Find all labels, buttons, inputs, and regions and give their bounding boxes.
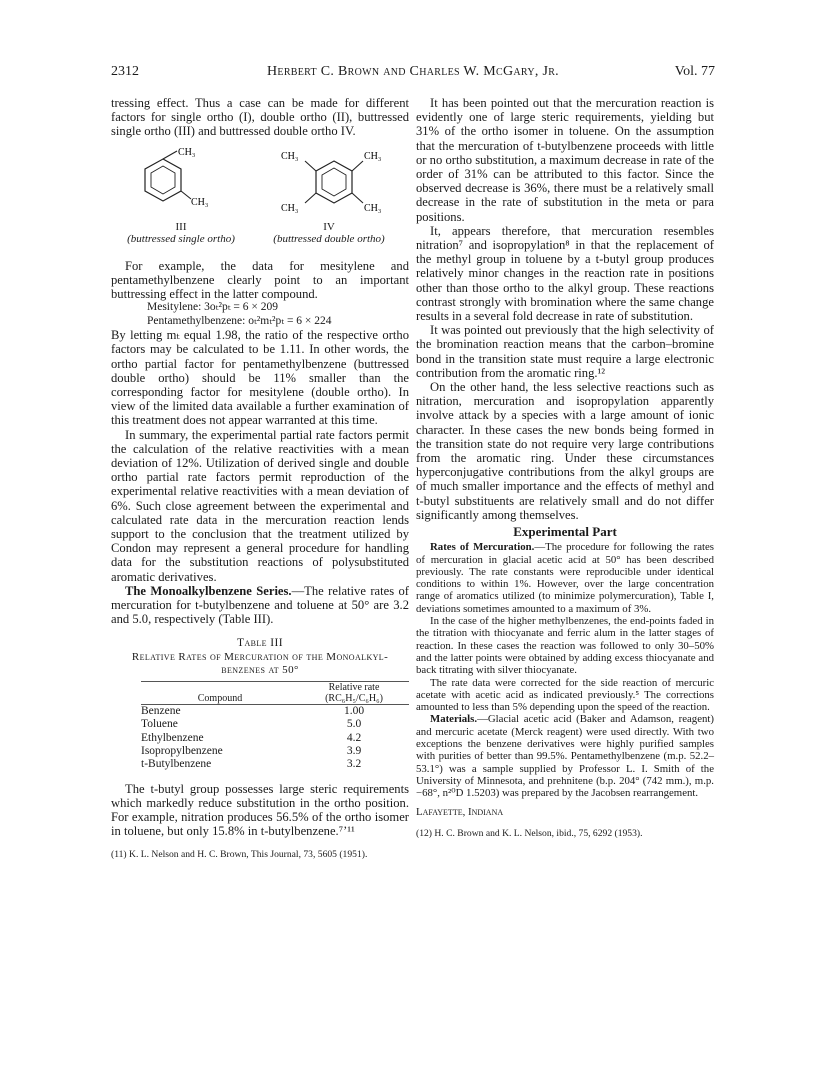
paragraph-text: —Glacial acetic acid (Baker and Adamson, reagent) and mercuric acetate (Merck reagent) were used directly. With two exceptions the benzene derivatives were highly purified samples with purities of better than 99.5%. Pentamethylbenzene (m.p. 52.2–53.1°) was a sample supplied by Professor L. I. Smith of the University of Minnesota, and prehnitene (b.p. 204° (742 mm.), m.p. −68°, n²⁰D 1.5203) was prepared by the Jacobsen rearrangement.	[416, 713, 714, 800]
paragraph: It was pointed out previously that the high selectivity of the bromination reaction means that the carbon–bromine bond in the transition state must require a large electronic contribution from the aromatic ring.¹²	[416, 323, 714, 380]
table-caption: benzenes at 50°	[221, 663, 299, 676]
footnote: (11) K. L. Nelson and H. C. Brown, This Journal, 73, 5605 (1951).	[111, 848, 368, 860]
structure-figures	[111, 147, 409, 253]
table-title: Table III	[237, 637, 283, 650]
run-in-heading: Materials.	[430, 713, 478, 726]
structure-caption: (buttressed single ortho)	[127, 233, 235, 246]
location-line: Lafayette, Indiana	[416, 805, 504, 818]
table-row	[141, 745, 409, 758]
compound-cell: t-Butylbenzene	[141, 758, 212, 771]
structure-numeral: IV	[323, 220, 335, 233]
benzene-ring-diagram	[259, 147, 409, 221]
methyl-label: CH₃	[281, 150, 299, 162]
equation: Pentamethylbenzene: oₜ²mₜ²pₜ = 6 × 224	[147, 314, 332, 327]
column-header	[299, 681, 409, 704]
compound-cell: Benzene	[141, 704, 181, 717]
methyl-label: CH₃	[281, 202, 299, 214]
running-header	[111, 64, 715, 82]
paragraph	[111, 584, 409, 627]
paragraph	[416, 541, 714, 615]
paragraph-text: —The procedure for following the rates of mercuration in glacial acetic acid at 50° has been described previously. The rate constants were reproducible under identical conditions to within 1%. However, over the large concentration range of aromatics utilized (to minimize polymercuration), Table I, deviations sometimes amounted to a maximum of 3%.	[416, 541, 715, 615]
structure-caption: (buttressed double ortho)	[273, 233, 385, 246]
page-number: 2312	[111, 64, 139, 79]
paragraph: The t-butyl group possesses large steric requirements which markedly reduce substitution in the ortho position. For example, nitration produces 56.5% of the ortho isomer in toluene, but only 15.8% in t-butylbenzene.⁷ʼ¹¹	[111, 781, 409, 839]
structure-iii	[111, 147, 251, 246]
paragraph: In the case of the higher methylbenzenes, the end-points faded in the titration with thiocyanate and ferric alum in the latter stages of reaction. In these cases the reaction was followed to only 30–50% and the latter points were obtained by adding excess thiocyanate and back titrating with silver thiocyanate.	[416, 615, 714, 677]
rate-cell: 4.2	[346, 731, 362, 744]
methyl-label: CH₃	[364, 150, 382, 162]
methyl-label: CH₃	[364, 202, 382, 214]
compound-cell: Ethylbenzene	[141, 731, 204, 744]
left-column	[111, 96, 409, 860]
column-header-line: (RC₆H₅/C₆H₆)	[325, 692, 383, 704]
footnote: (12) H. C. Brown and K. L. Nelson, ibid., 75, 6292 (1953).	[416, 827, 643, 839]
running-authors: Herbert C. Brown and Charles W. McGary, Jr.	[267, 64, 559, 79]
right-column	[416, 96, 714, 839]
section-heading: Experimental Part	[513, 524, 617, 540]
run-in-heading: Rates of Mercuration.	[430, 541, 535, 554]
volume-label: Vol. 77	[674, 64, 715, 79]
methyl-label: CH₃	[191, 196, 209, 208]
paragraph: It, appears therefore, that mercuration resembles nitration⁷ and isopropylation⁸ in that the replacement of the methyl group in toluene by a t-butyl group produces relatively minor changes in the reaction rate in positions other than those ortho to the alkyl group. These reactions contrast strongly with bromination where the same change results in a several fold decrease in rate of substitution.	[416, 223, 714, 324]
rate-cell: 5.0	[346, 718, 362, 731]
equation: Mesitylene: 3oₜ²pₜ = 6 × 209	[147, 301, 279, 314]
structure-iv	[259, 147, 399, 246]
paragraph: It has been pointed out that the mercuration reaction is evidently one of large steric requirements, yielding but 31% of the ortho isomer in toluene. On the assumption that the mercuration of t-butylbenzene proceeds with little or no ortho substitution, a maximum decrease in rate of the order of 31% can be attributed to this factor. Since the observed decrease is 36%, there must be a relatively small decrease in the rate of substitution in the meta or para positions.	[416, 96, 714, 224]
paragraph: The rate data were corrected for the side reaction of mercuric acetate with acetic acid as indicated previously.⁵ The corrections amounted to less than 5% depending upon the speed of the reaction.	[416, 676, 714, 714]
rate-cell: 1.00	[343, 704, 365, 717]
paragraph	[416, 713, 714, 799]
table-row	[141, 704, 409, 718]
rate-cell: 3.2	[346, 758, 362, 771]
run-in-heading: The Monoalkylbenzene Series.	[125, 583, 292, 598]
relative-rates-table	[141, 681, 409, 772]
paragraph-text: —The relative rates of mercuration for t-butylbenzene and toluene at 50° are 3.2 and 5.0, respectively (Table III).	[111, 583, 409, 627]
paragraph: tressing effect. Thus a case can be made for different factors for single ortho (I), double ortho (II), buttressed single ortho (III) and buttressed double ortho IV.	[111, 96, 409, 139]
benzene-ring-diagram	[111, 147, 251, 221]
table-row	[141, 718, 409, 731]
compound-cell: Toluene	[141, 718, 178, 731]
paragraph: By letting mₜ equal 1.98, the ratio of the respective ortho factors may be calculated to be 1.11. In other words, the ortho partial factor for pentamethylbenzene (buttressed double ortho) should be 11% smaller than the corresponding factor for mesitylene (double ortho). In view of the limited data available a further examination of this treatment does not appear warranted at this time.	[111, 328, 409, 428]
table-caption: Relative Rates of Mercuration of the Monoalkyl-	[131, 650, 389, 663]
paragraph: For example, the data for mesitylene and pentamethylbenzene clearly point to an important buttressing effect in the latter compound.	[111, 258, 409, 302]
table-header-row	[141, 681, 409, 704]
column-header-line: Relative rate	[328, 681, 380, 693]
methyl-label: CH₃	[178, 146, 196, 158]
table-row	[141, 732, 409, 745]
column-header: Compound	[197, 692, 243, 704]
compound-cell: Isopropylbenzene	[141, 744, 223, 757]
paragraph: On the other hand, the less selective reactions such as nitration, mercuration and isopropylation apparently involve attack by a species with a large amount of ionic character. In these cases the new bonds being formed in the transition state do not require very large contributions from the aromatic ring. Under these circumstances hyperconjugative contributions from the alkyl groups are of much smaller importance and the effects of methyl and t-butyl substituents are relatively small and do not differ significantly among themselves.	[416, 380, 714, 522]
paragraph: In summary, the experimental partial rate factors permit the calculation of the relative reactivities with a mean deviation of 12%. Utilization of derived single and double ortho partial rate factors permit reproduction of the experimental relative reactivities with a mean deviation of 6%. Such close agreement between the experimental and calculated rate data in the mercuration reaction lends support to the conclusion that the treatment utilized by Condon may represent a general procedure for handling data for the substitution reactions of polysubstituted aromatic derivatives.	[111, 427, 409, 584]
rate-cell: 3.9	[346, 744, 362, 757]
table-row	[141, 758, 409, 771]
structure-numeral: III	[175, 220, 187, 233]
